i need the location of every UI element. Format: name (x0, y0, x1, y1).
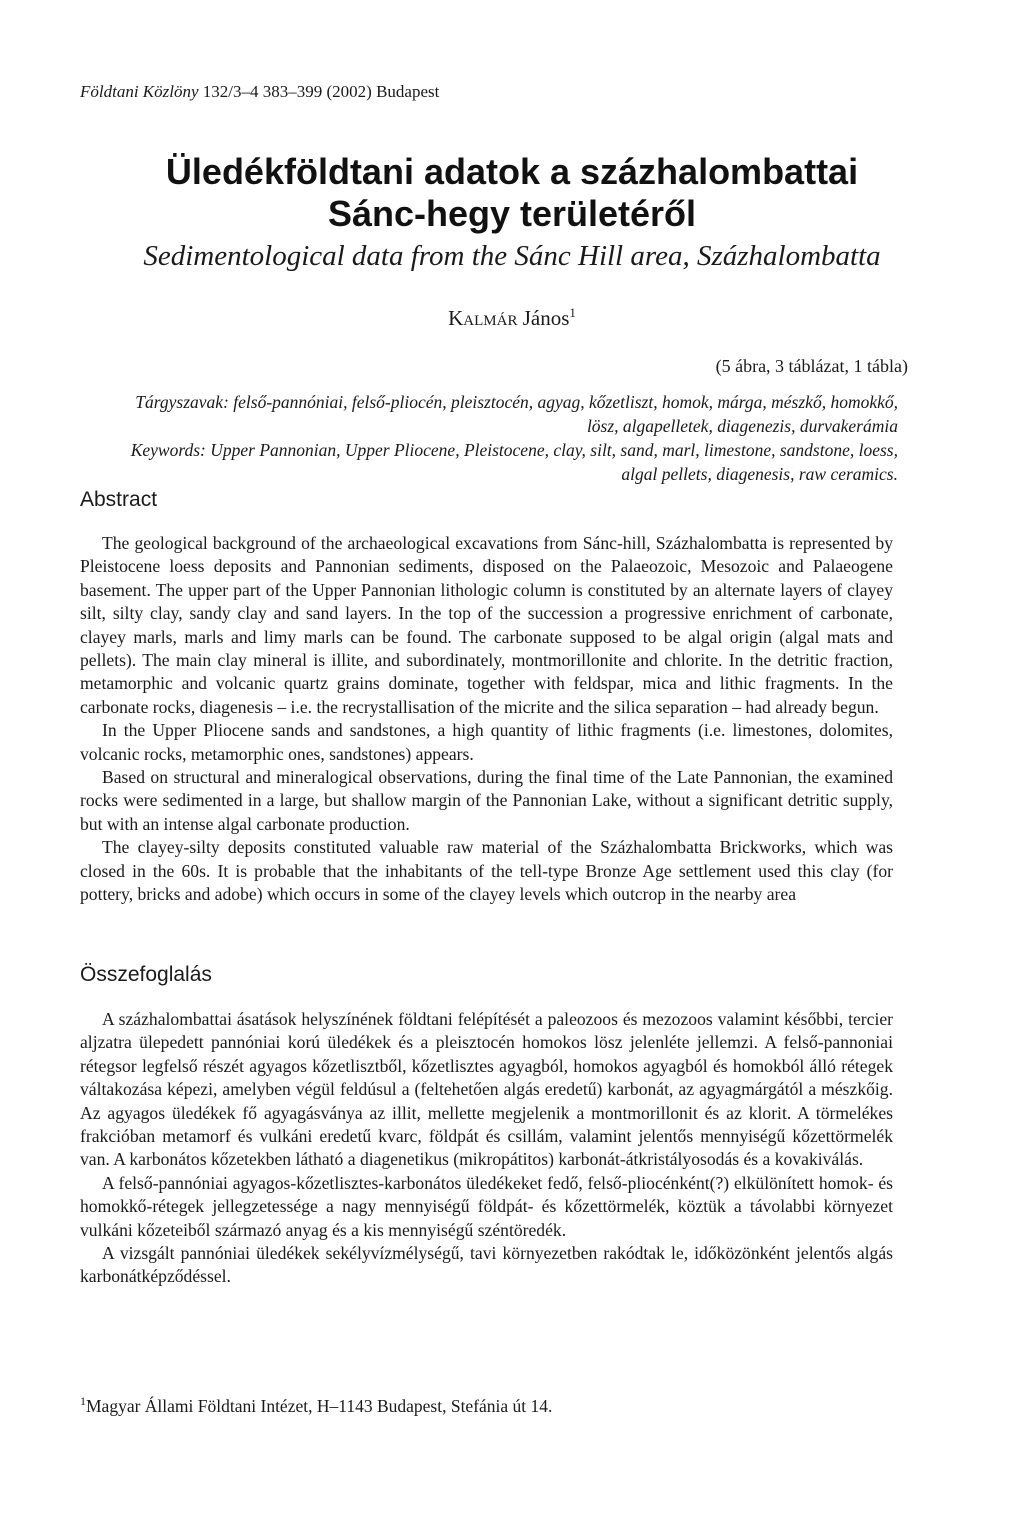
footnote-mark: 1 (80, 1394, 86, 1408)
title-line-1: Üledékföldtani adatok a százhalombattai (165, 151, 859, 192)
keywords-hu-line-2: lösz, algapelletek, diagenezis, durvakerámia (586, 416, 898, 436)
keywords-hu-line-1: Tárgyszavak: felső-pannóniai, felső-pliocén, pleisztocén, agyag, kőzetliszt, homok, márga, mészkő, homokkő, (135, 392, 898, 412)
author-surname: Kalmár (448, 306, 518, 330)
osszefoglalas-body (80, 1008, 893, 1289)
author-given-name: János (522, 306, 570, 330)
title-line-2: Sánc-hegy területéről (327, 193, 697, 234)
author-footnote-mark: 1 (569, 305, 576, 320)
keywords-en-line-2: algal pellets, diagenesis, raw ceramics. (621, 464, 898, 484)
osszefoglalas-paragraph: A százhalombattai ásatások helyszínének földtani felépítését a paleozoos és mezozoos valamint későbbi, tercier aljzatra ülepedett pannóniai korú üledékek és a pleisztocén homokos lösz jelenléte jellemzi. A felső-pannoniai rétegsor legfelső részét agyagos kőzetlisztből, kőzetlisztes agyagból, homokos agyagból és homokból álló rétegek váltakozása képezi, amelyben végül feldúsul a (feltehetően algás eredetű) karbonát, az agyagmárgától a mészkőig. Az agyagos üledékek fő agyagásványa az illit, mellette megjelenik a montmorillonit és az klorit. A törmelékes frakcióban metamorf és vulkáni eredetű kvarc, földpát és csillám, valamint jelentős mennyiségű kőzettörmelék van. A karbonátos kőzetekben látható a diagenetikus (mikropátitos) karbonát-átkristályosodás és a kovakiválás. (80, 1009, 893, 1170)
abstract-paragraph: The geological background of the archaeological excavations from Sánc-hill, Százhalombatta is represented by Pleistocene loess deposits and Pannonian sediments, disposed on the Palaeozoic, Mesozoic and Palaeogene basement. The upper part of the Upper Pannonian lithologic column is constituted by an alternate layers of clayey silt, silty clay, sandy clay and sand layers. In the top of the succession a progressive enrichment of carbonate, clayey marls, marls and limy marls can be found. The carbonate supposed to be algal origin (algal mats and pellets). The main clay mineral is illite, and subordinately, montmorillonite and chlorite. In the detritic fraction, metamorphic and volcanic quartz grains dominate, together with feldspar, mica and lithic fragments. In the carbonate rocks, diagenesis – i.e. the recrystallisation of the micrite and the silica separation – had already begun. (80, 533, 893, 717)
abstract-paragraph: In the Upper Pliocene sands and sandstones, a high quantity of lithic fragments (i.e. limestones, dolomites, volcanic rocks, metamorphic ones, sandstones) appears. (80, 720, 893, 764)
footnote-text: Magyar Állami Földtani Intézet, H–1143 Budapest, Stefánia út 14. (86, 1395, 553, 1416)
figure-counts: (5 ábra, 3 táblázat, 1 tábla) (715, 356, 908, 376)
abstract-paragraph: Based on structural and mineralogical observations, during the final time of the Late Pannonian, the examined rocks were sedimented in a large, but shallow margin of the Pannonian Lake, without a significant detritic supply, but with an intense algal carbonate production. (80, 767, 893, 834)
journal-name: Földtani Közlöny (80, 82, 199, 101)
osszefoglalas-heading: Összefoglalás (80, 963, 212, 986)
author (0, 305, 1024, 331)
abstract-paragraph: The clayey-silty deposits constituted valuable raw material of the Százhalombatta Brickworks, which was closed in the 60s. It is probable that the inhabitants of the tell-type Bronze Age settlement used this clay (for pottery, bricks and adobe) which occurs in some of the clayey levels which outcrop in the nearby area (80, 837, 893, 905)
journal-header (80, 82, 439, 102)
abstract-heading: Abstract (80, 488, 158, 511)
affiliation-footnote (80, 1394, 552, 1417)
journal-reference: 132/3–4 383–399 (2002) Budapest (202, 82, 440, 101)
osszefoglalas-paragraph: A vizsgált pannóniai üledékek sekélyvízmélységű, tavi környezetben rakódtak le, időközönként jelentős algás karbonátképződéssel. (80, 1243, 893, 1287)
keywords-en-line-1: Keywords: Upper Pannonian, Upper Pliocene, Pleistocene, clay, silt, sand, marl, limestone, sandstone, loess, (130, 440, 898, 460)
abstract-body (80, 532, 893, 907)
osszefoglalas-paragraph: A felső-pannóniai agyagos-kőzetlisztes-karbonátos üledékeket fedő, felső-pliocénként(?) elkülönített homok- és homokkő-rétegek jellegzetessége a nagy mennyiségű földpát- és kőzettörmelék, köztük a távolabbi környezet vulkáni kőzeteiből származó anyag és a kis mennyiségű széntöredék. (80, 1172, 893, 1240)
english-title: Sedimentological data from the Sánc Hill area, Százhalombatta (143, 240, 881, 272)
